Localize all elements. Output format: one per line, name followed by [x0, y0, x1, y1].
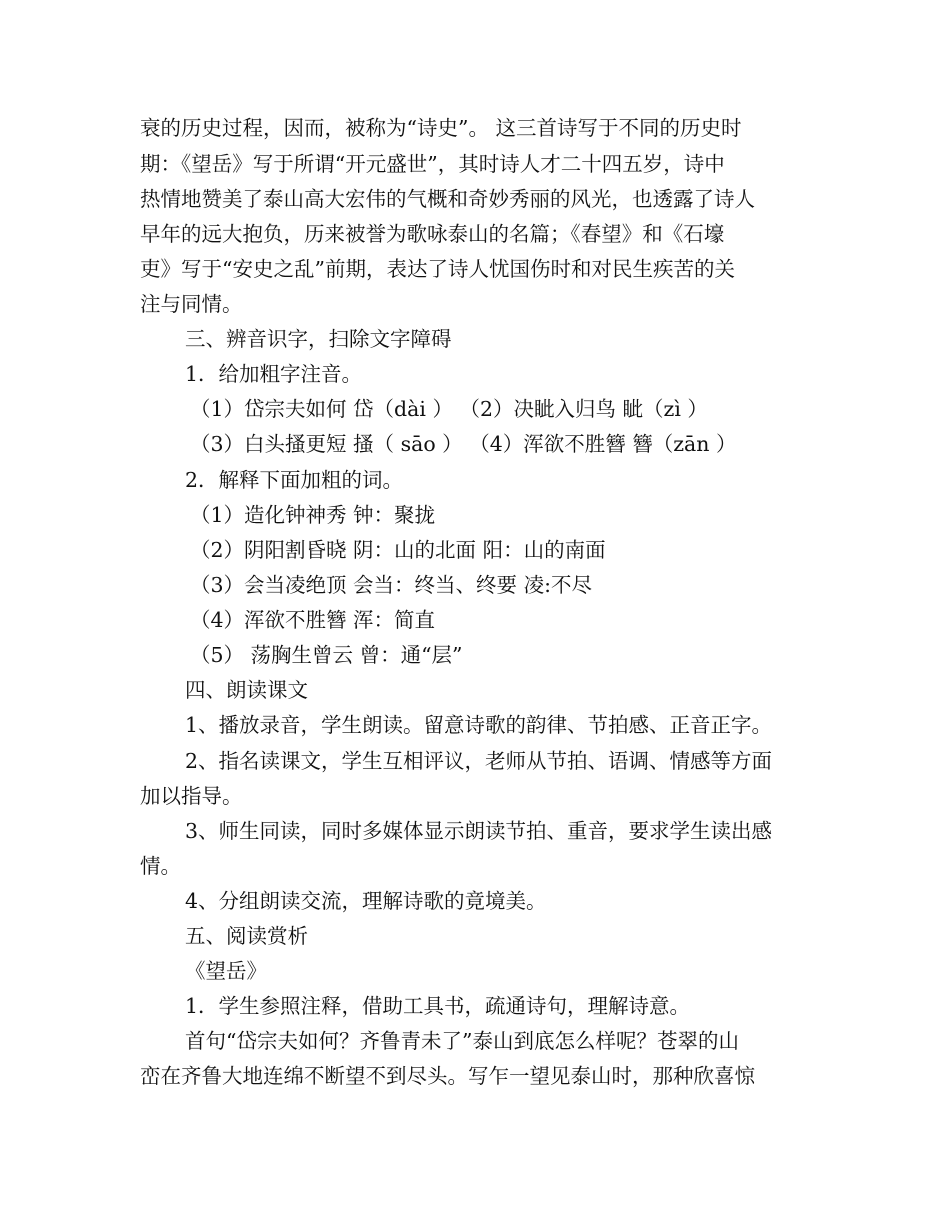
definition-item-1: （1）造化钟神秀 钟：聚拢: [190, 503, 436, 527]
pinyin-row-2: （3）白头搔更短 搔（ sāo ） （4）浑欲不胜簪 簪（zān ）: [190, 432, 737, 456]
definition-item-3: （3）会当凌绝顶 会当：终当、终要 凌:不尽: [190, 573, 592, 597]
reading-step-2: 2、指名读课文，学生互相评议，老师从节拍、语调、情感等方面: [185, 749, 773, 773]
analysis-paragraph-line-2: 峦在齐鲁大地连绵不断望不到尽头。写乍一望见泰山时，那种欣喜惊: [140, 1064, 755, 1088]
section-heading-4: 四、朗读课文: [185, 678, 308, 702]
paragraph-line-6: 注与同情。: [140, 292, 243, 316]
analysis-step-1: 1．学生参照注释，借助工具书，疏通诗句，理解诗意。: [185, 994, 691, 1018]
section-heading-5: 五、阅读赏析: [185, 924, 308, 948]
subsection-heading-2: 2．解释下面加粗的词。: [185, 468, 404, 492]
poem-title: 《望岳》: [185, 959, 267, 983]
paragraph-line-2: 期：《望岳》写于所谓“开元盛世”，其时诗人才二十四五岁，诗中: [140, 152, 725, 176]
definition-item-2: （2）阴阳割昏晓 阴：山的北面 阳：山的南面: [190, 538, 606, 562]
section-heading-3: 三、辨音识字，扫除文字障碍: [185, 327, 452, 351]
paragraph-line-1: 衰的历史过程，因而，被称为“诗史”。 这三首诗写于不同的历史时: [140, 116, 742, 140]
subsection-heading-1: 1．给加粗字注音。: [185, 362, 363, 386]
definition-item-4: （4）浑欲不胜簪 浑：简直: [190, 608, 436, 632]
paragraph-line-3: 热情地赞美了泰山高大宏伟的气概和奇妙秀丽的风光，也透露了诗人: [140, 187, 755, 211]
reading-step-1: 1、播放录音，学生朗读。留意诗歌的韵律、节拍感、正音正字。: [185, 713, 773, 737]
reading-step-4: 4、分组朗读交流，理解诗歌的竟境美。: [185, 889, 547, 913]
analysis-paragraph-line-1: 首句“岱宗夫如何？齐鲁青未了”泰山到底怎么样呢？苍翠的山: [185, 1029, 739, 1053]
paragraph-line-4: 早年的远大抱负，历来被誉为歌咏泰山的名篇；《春望》和《石壕: [140, 222, 725, 246]
reading-step-2-cont: 加以指导。: [140, 784, 243, 808]
paragraph-line-5: 吏》写于“安史之乱”前期，表达了诗人忧国伤时和对民生疾苦的关: [140, 257, 735, 281]
reading-step-3: 3、师生同读，同时多媒体显示朗读节拍、重音，要求学生读出感: [185, 819, 773, 843]
reading-step-3-cont: 情。: [140, 854, 181, 878]
definition-item-5: （5） 荡胸生曾云 曾：通“层”: [190, 643, 463, 667]
pinyin-row-1: （1）岱宗夫如何 岱（dài ） （2）决眦入归鸟 眦（zì ）: [190, 397, 708, 421]
